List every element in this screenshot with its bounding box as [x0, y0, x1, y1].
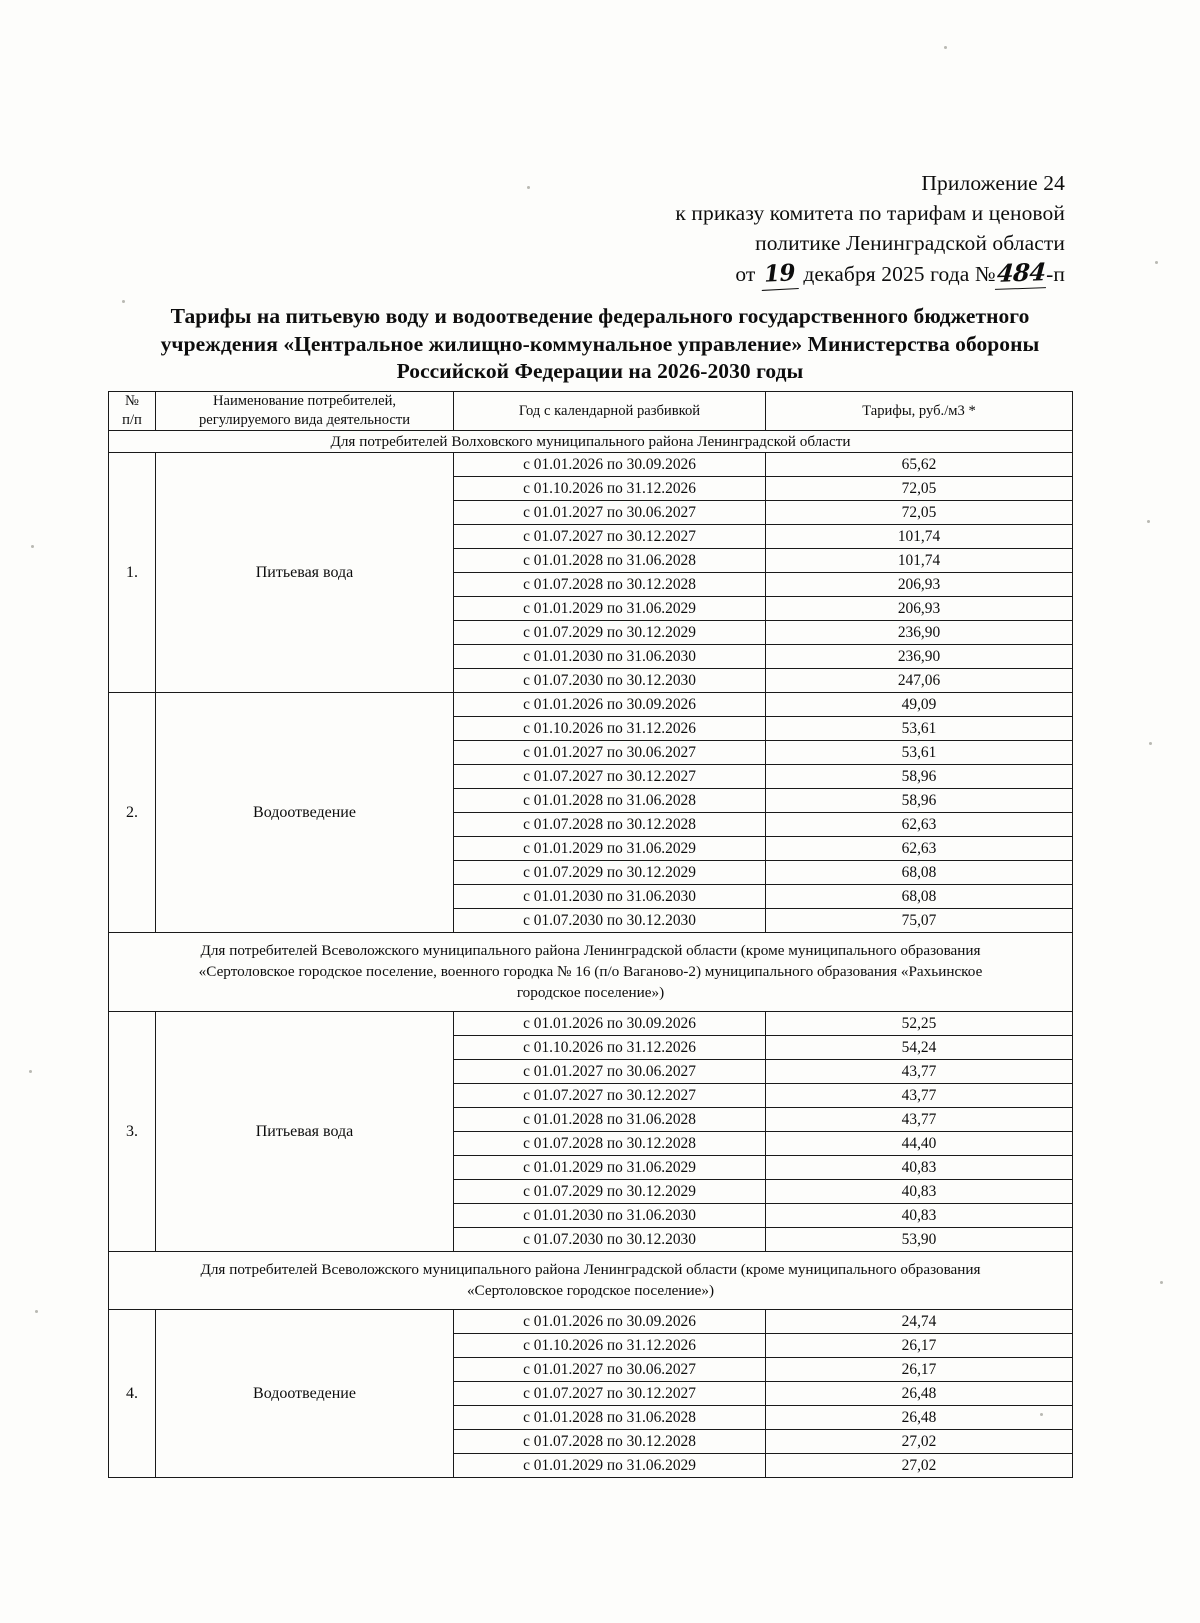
period-cell: с 01.10.2026 по 31.12.2026 — [454, 477, 766, 501]
tariff-value-cell: 44,40 — [766, 1132, 1073, 1156]
tariff-value-cell: 43,77 — [766, 1060, 1073, 1084]
table-row — [109, 1012, 1073, 1036]
tariff-value-cell: 27,02 — [766, 1430, 1073, 1454]
table-body — [109, 431, 1073, 1478]
section-heading-line: «Сертоловское городское поселение, военного городка № 16 (п/о Ваганово-2) муниципального образования «Рахьинское — [198, 963, 983, 980]
tariff-value-cell: 49,09 — [766, 693, 1073, 717]
period-cell: с 01.01.2030 по 31.06.2030 — [454, 1204, 766, 1228]
tariff-value-cell: 72,05 — [766, 501, 1073, 525]
tariff-value-cell: 24,74 — [766, 1310, 1073, 1334]
column-header-number — [109, 392, 156, 431]
tariff-value-cell: 206,93 — [766, 597, 1073, 621]
section-heading-line: городское поселение») — [516, 984, 665, 1001]
appendix-date-prefix: от — [735, 262, 756, 286]
tariff-value-cell: 26,17 — [766, 1358, 1073, 1382]
tariff-value-cell: 72,05 — [766, 477, 1073, 501]
tariff-value-cell: 247,06 — [766, 669, 1073, 693]
tariff-value-cell: 75,07 — [766, 909, 1073, 933]
period-cell: с 01.01.2026 по 30.09.2026 — [454, 1012, 766, 1036]
column-header-name-line1: Наименование потребителей, — [212, 393, 397, 409]
tariff-value-cell: 26,48 — [766, 1382, 1073, 1406]
tariff-value-cell: 52,25 — [766, 1012, 1073, 1036]
period-cell: с 01.01.2029 по 31.06.2029 — [454, 597, 766, 621]
tariff-value-cell: 236,90 — [766, 621, 1073, 645]
period-cell: с 01.07.2027 по 30.12.2027 — [454, 1382, 766, 1406]
tariff-value-cell: 40,83 — [766, 1180, 1073, 1204]
appendix-line-3: политике Ленинградской области — [755, 231, 1065, 255]
period-cell: с 01.01.2026 по 30.09.2026 — [454, 453, 766, 477]
activity-name-cell: Питьевая вода — [156, 1012, 454, 1252]
period-cell: с 01.07.2029 по 30.12.2029 — [454, 861, 766, 885]
handwritten-order-number: 484 — [994, 257, 1047, 290]
column-header-number-line2: п/п — [122, 412, 142, 428]
scan-speck — [1147, 520, 1150, 523]
period-cell: с 01.01.2027 по 30.06.2027 — [454, 1358, 766, 1382]
tariff-value-cell: 43,77 — [766, 1084, 1073, 1108]
column-header-tariff: Тарифы, руб./м3 * — [766, 392, 1073, 431]
period-cell: с 01.01.2028 по 31.06.2028 — [454, 789, 766, 813]
scan-speck — [1160, 1281, 1163, 1284]
tariff-value-cell: 26,48 — [766, 1406, 1073, 1430]
period-cell: с 01.01.2027 по 30.06.2027 — [454, 1060, 766, 1084]
appendix-date-line — [560, 258, 1065, 290]
period-cell: с 01.01.2029 по 31.06.2029 — [454, 1454, 766, 1478]
tariff-table — [108, 391, 1073, 1478]
section-heading-line: Для потребителей Волховского муниципального района Ленинградской области — [330, 433, 851, 450]
scan-speck — [527, 186, 530, 189]
title-line-2: учреждения «Центральное жилищно-коммунальное управление» Министерства обороны — [160, 331, 1040, 356]
scan-speck — [1155, 261, 1158, 264]
column-header-consumer-name — [156, 392, 454, 431]
scan-speck — [29, 1070, 32, 1073]
scan-speck — [1149, 742, 1152, 745]
section-heading-line: Для потребителей Всеволожского муниципального района Ленинградской области (кроме муниципального образования — [200, 942, 981, 959]
row-number-cell: 3. — [109, 1012, 156, 1252]
period-cell: с 01.07.2030 по 30.12.2030 — [454, 909, 766, 933]
row-number-cell: 1. — [109, 453, 156, 693]
period-cell: с 01.01.2028 по 31.06.2028 — [454, 1108, 766, 1132]
section-heading — [109, 1252, 1073, 1310]
period-cell: с 01.07.2028 по 30.12.2028 — [454, 573, 766, 597]
table-head — [109, 392, 1073, 431]
activity-name-cell: Водоотведение — [156, 693, 454, 933]
tariff-value-cell: 206,93 — [766, 573, 1073, 597]
tariff-value-cell: 68,08 — [766, 885, 1073, 909]
document-title — [120, 303, 1080, 386]
tariff-table-container — [108, 391, 1072, 1478]
tariff-value-cell: 43,77 — [766, 1108, 1073, 1132]
scan-speck — [35, 1310, 38, 1313]
tariff-value-cell: 65,62 — [766, 453, 1073, 477]
period-cell: с 01.10.2026 по 31.12.2026 — [454, 717, 766, 741]
activity-name-cell: Водоотведение — [156, 1310, 454, 1478]
tariff-value-cell: 62,63 — [766, 813, 1073, 837]
handwritten-day: 19 — [760, 258, 799, 291]
table-row — [109, 1310, 1073, 1334]
period-cell: с 01.10.2026 по 31.12.2026 — [454, 1334, 766, 1358]
tariff-value-cell: 26,17 — [766, 1334, 1073, 1358]
tariff-value-cell: 58,96 — [766, 789, 1073, 813]
tariff-value-cell: 53,61 — [766, 741, 1073, 765]
appendix-line-2: к приказу комитета по тарифам и ценовой — [675, 201, 1065, 225]
period-cell: с 01.01.2030 по 31.06.2030 — [454, 645, 766, 669]
period-cell: с 01.07.2029 по 30.12.2029 — [454, 621, 766, 645]
tariff-value-cell: 101,74 — [766, 549, 1073, 573]
title-line-1: Тарифы на питьевую воду и водоотведение федерального государственного бюджетного — [170, 304, 1030, 328]
period-cell: с 01.07.2029 по 30.12.2029 — [454, 1180, 766, 1204]
appendix-number-suffix: -п — [1046, 262, 1065, 286]
tariff-value-cell: 40,83 — [766, 1204, 1073, 1228]
period-cell: с 01.07.2028 по 30.12.2028 — [454, 1132, 766, 1156]
table-row — [109, 453, 1073, 477]
period-cell: с 01.01.2026 по 30.09.2026 — [454, 693, 766, 717]
activity-name-cell: Питьевая вода — [156, 453, 454, 693]
tariff-value-cell: 27,02 — [766, 1454, 1073, 1478]
section-heading — [109, 431, 1073, 453]
section-heading-line: «Сертоловское городское поселение») — [466, 1282, 715, 1299]
section-heading-line: Для потребителей Всеволожского муниципального района Ленинградской области (кроме муниципального образования — [200, 1261, 981, 1278]
table-header-row — [109, 392, 1073, 431]
tariff-value-cell: 58,96 — [766, 765, 1073, 789]
section-heading-row — [109, 1252, 1073, 1310]
tariff-value-cell: 68,08 — [766, 861, 1073, 885]
period-cell: с 01.07.2028 по 30.12.2028 — [454, 813, 766, 837]
column-header-number-line1: № — [125, 393, 139, 409]
period-cell: с 01.01.2029 по 31.06.2029 — [454, 837, 766, 861]
section-heading — [109, 933, 1073, 1012]
tariff-value-cell: 53,61 — [766, 717, 1073, 741]
tariff-value-cell: 40,83 — [766, 1156, 1073, 1180]
tariff-value-cell: 62,63 — [766, 837, 1073, 861]
section-heading-row — [109, 431, 1073, 453]
column-header-year-period: Год с календарной разбивкой — [454, 392, 766, 431]
period-cell: с 01.07.2030 по 30.12.2030 — [454, 1228, 766, 1252]
period-cell: с 01.01.2028 по 31.06.2028 — [454, 1406, 766, 1430]
period-cell: с 01.07.2027 по 30.12.2027 — [454, 765, 766, 789]
period-cell: с 01.07.2028 по 30.12.2028 — [454, 1430, 766, 1454]
period-cell: с 01.01.2028 по 31.06.2028 — [454, 549, 766, 573]
tariff-value-cell: 236,90 — [766, 645, 1073, 669]
table-row — [109, 693, 1073, 717]
period-cell: с 01.07.2030 по 30.12.2030 — [454, 669, 766, 693]
period-cell: с 01.07.2027 по 30.12.2027 — [454, 525, 766, 549]
section-heading-row — [109, 933, 1073, 1012]
tariff-value-cell: 53,90 — [766, 1228, 1073, 1252]
appendix-line-1: Приложение 24 — [921, 171, 1065, 195]
period-cell: с 01.01.2030 по 31.06.2030 — [454, 885, 766, 909]
period-cell: с 01.01.2027 по 30.06.2027 — [454, 501, 766, 525]
title-line-3: Российской Федерации на 2026-2030 годы — [396, 359, 804, 383]
appendix-reference-block — [560, 168, 1065, 290]
period-cell: с 01.01.2029 по 31.06.2029 — [454, 1156, 766, 1180]
tariff-value-cell: 54,24 — [766, 1036, 1073, 1060]
scan-speck — [944, 46, 947, 49]
period-cell: с 01.07.2027 по 30.12.2027 — [454, 1084, 766, 1108]
period-cell: с 01.01.2027 по 30.06.2027 — [454, 741, 766, 765]
period-cell: с 01.10.2026 по 31.12.2026 — [454, 1036, 766, 1060]
tariff-value-cell: 101,74 — [766, 525, 1073, 549]
appendix-date-middle: декабря 2025 года № — [803, 262, 996, 286]
row-number-cell: 2. — [109, 693, 156, 933]
period-cell: с 01.01.2026 по 30.09.2026 — [454, 1310, 766, 1334]
column-header-name-line2: регулируемого вида деятельности — [198, 412, 411, 428]
row-number-cell: 4. — [109, 1310, 156, 1478]
scan-speck — [31, 545, 34, 548]
